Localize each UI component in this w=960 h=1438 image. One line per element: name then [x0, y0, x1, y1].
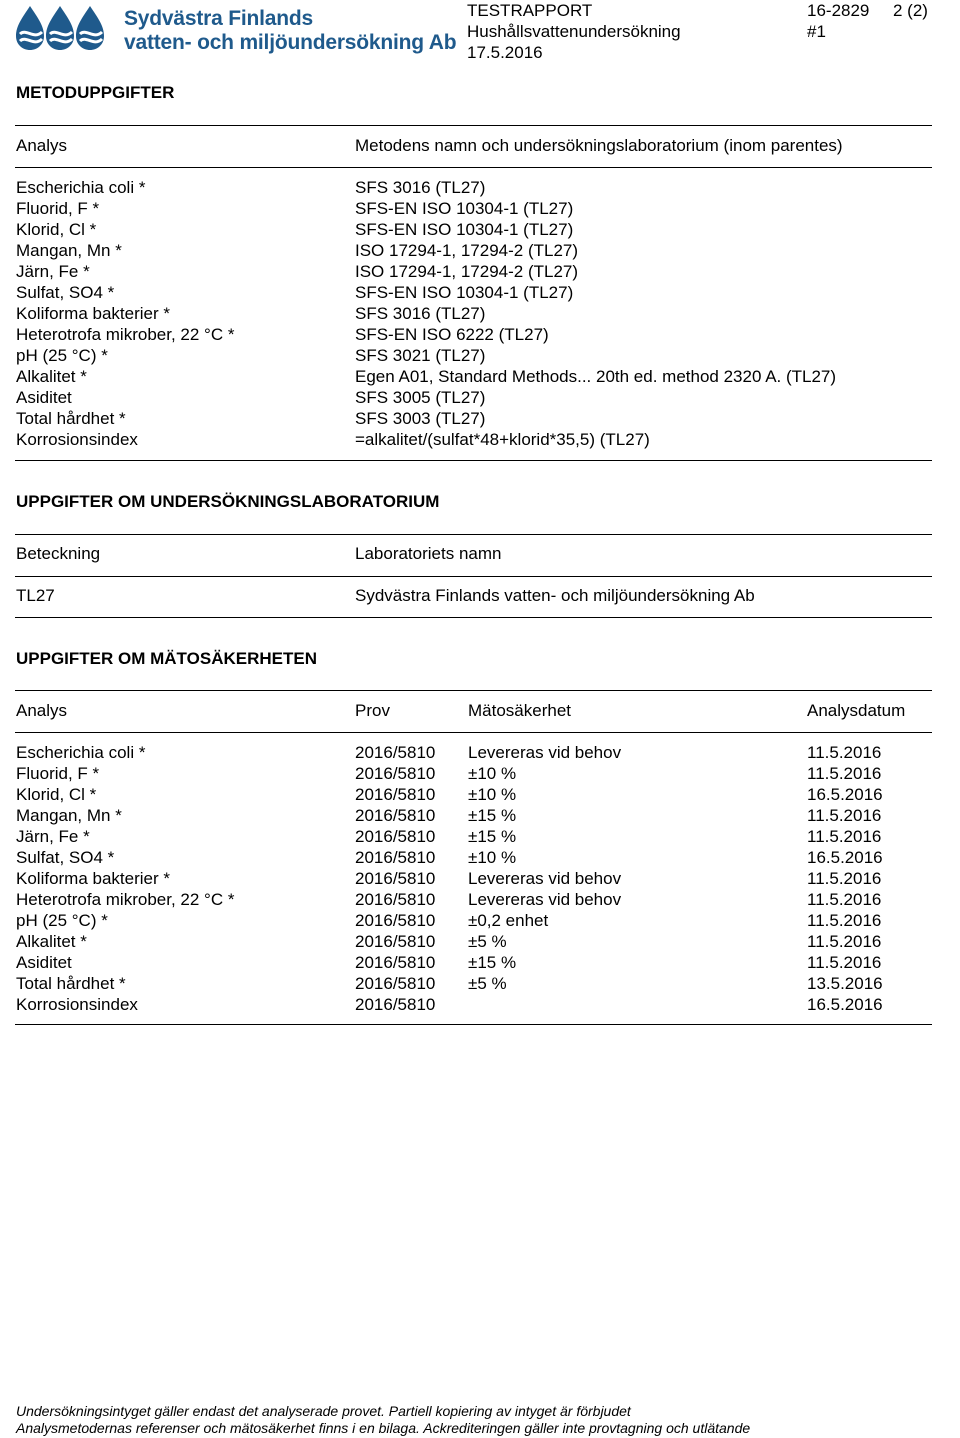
table-row	[16, 931, 933, 952]
sample-cell: 2016/5810	[355, 848, 436, 867]
table-row	[16, 387, 933, 408]
analysis-cell: Korrosionsindex	[16, 995, 138, 1014]
logo-wordmark	[124, 7, 456, 55]
sample-cell: 2016/5810	[355, 974, 436, 993]
analysis-cell: pH (25 °C) *	[16, 911, 108, 930]
report-sample-number: #1	[807, 22, 826, 41]
analysis-cell: Klorid, Cl *	[16, 220, 97, 239]
date-cell: 11.5.2016	[807, 932, 882, 951]
date-cell: 16.5.2016	[807, 785, 883, 804]
sample-cell: 2016/5810	[355, 785, 436, 804]
methods-col-analysis: Analys	[16, 136, 68, 155]
uncertainty-cell: ±5 %	[468, 974, 507, 993]
uncertainty-cell: ±0,2 enhet	[468, 911, 549, 930]
sample-cell: 2016/5810	[355, 932, 436, 951]
table-row	[16, 868, 933, 889]
analysis-cell: Alkalitet *	[16, 367, 87, 386]
analysis-cell: Alkalitet *	[16, 932, 87, 951]
analysis-cell: Asiditet	[16, 388, 72, 407]
table-row	[16, 805, 933, 826]
method-cell: SFS-EN ISO 10304-1 (TL27)	[355, 283, 574, 302]
laboratory-code: TL27	[16, 586, 55, 605]
page-indicator: 2 (2)	[893, 1, 928, 20]
uncertainty-cell: Levereras vid behov	[468, 890, 622, 909]
method-cell: =alkalitet/(sulfat*48+klorid*35,5) (TL27)	[355, 430, 650, 449]
date-cell: 16.5.2016	[807, 995, 883, 1014]
analysis-cell: Heterotrofa mikrober, 22 °C *	[16, 325, 235, 344]
methods-col-method: Metodens namn och undersökningslaboratorium (inom parentes)	[355, 136, 843, 155]
analysis-cell: Fluorid, F *	[16, 199, 100, 218]
divider	[15, 690, 932, 691]
table-row	[16, 408, 933, 429]
analysis-cell: Mangan, Mn *	[16, 241, 122, 260]
sample-cell: 2016/5810	[355, 869, 436, 888]
uncertainty-cell: ±10 %	[468, 785, 517, 804]
laboratory-name: Sydvästra Finlands vatten- och miljöundersökning Ab	[355, 586, 755, 605]
table-row	[16, 324, 933, 345]
method-cell: SFS-EN ISO 6222 (TL27)	[355, 325, 549, 344]
table-row	[16, 889, 933, 910]
date-cell: 11.5.2016	[807, 953, 882, 972]
laboratory-col-code: Beteckning	[16, 544, 101, 563]
uncertainty-cell: ±5 %	[468, 932, 507, 951]
sample-cell: 2016/5810	[355, 806, 436, 825]
date-cell: 11.5.2016	[807, 806, 882, 825]
uncertainty-col-uncertainty: Mätosäkerhet	[468, 701, 571, 720]
table-row	[16, 198, 933, 219]
table-row	[16, 742, 933, 763]
uncertainty-col-sample: Prov	[355, 701, 390, 720]
method-cell: ISO 17294-1, 17294-2 (TL27)	[355, 241, 579, 260]
analysis-cell: pH (25 °C) *	[16, 346, 108, 365]
date-cell: 11.5.2016	[807, 764, 882, 783]
analysis-cell: Korrosionsindex	[16, 430, 138, 449]
divider	[15, 125, 932, 126]
method-cell: ISO 17294-1, 17294-2 (TL27)	[355, 262, 579, 281]
water-drops-logo-icon	[16, 4, 116, 52]
date-cell: 11.5.2016	[807, 869, 882, 888]
sample-cell: 2016/5810	[355, 827, 436, 846]
analysis-cell: Total hårdhet *	[16, 974, 126, 993]
analysis-cell: Koliforma bakterier *	[16, 869, 171, 888]
sample-cell: 2016/5810	[355, 743, 436, 762]
sample-cell: 2016/5810	[355, 953, 436, 972]
uncertainty-col-date: Analysdatum	[807, 701, 906, 720]
divider	[15, 534, 932, 535]
date-cell: 11.5.2016	[807, 743, 882, 762]
table-row	[16, 345, 933, 366]
analysis-cell: Escherichia coli *	[16, 178, 146, 197]
analysis-cell: Koliforma bakterier *	[16, 304, 171, 323]
uncertainty-col-analysis: Analys	[16, 701, 68, 720]
table-row	[16, 847, 933, 868]
divider	[15, 167, 932, 168]
analysis-cell: Järn, Fe *	[16, 262, 90, 281]
table-row	[16, 240, 933, 261]
footer-note-1: Undersökningsintyget gäller endast det analyserade provet. Partiell kopiering av intyget är förbjudet	[16, 1403, 631, 1419]
analysis-cell: Heterotrofa mikrober, 22 °C *	[16, 890, 235, 909]
company-logo	[16, 4, 457, 56]
table-row	[16, 366, 933, 387]
methods-section-title: METODUPPGIFTER	[16, 83, 175, 102]
table-row	[16, 952, 933, 973]
analysis-cell: Asiditet	[16, 953, 72, 972]
report-subtitle: Hushållsvattenundersökning	[467, 22, 681, 41]
uncertainty-cell: Levereras vid behov	[468, 743, 622, 762]
uncertainty-section-title: UPPGIFTER OM MÄTOSÄKERHETEN	[16, 649, 317, 668]
table-row	[16, 973, 933, 994]
divider	[15, 732, 932, 733]
logo-line-2: vatten- och miljöundersökning Ab	[124, 31, 457, 54]
table-row	[16, 429, 933, 450]
divider	[15, 1024, 932, 1025]
method-cell: SFS 3005 (TL27)	[355, 388, 486, 407]
method-cell: SFS 3021 (TL27)	[355, 346, 486, 365]
table-row	[16, 910, 933, 931]
laboratory-col-name: Laboratoriets namn	[355, 544, 502, 563]
uncertainty-cell: Levereras vid behov	[468, 869, 622, 888]
method-cell: SFS-EN ISO 10304-1 (TL27)	[355, 199, 574, 218]
analysis-cell: Sulfat, SO4 *	[16, 848, 115, 867]
logo-line-1: Sydvästra Finlands	[124, 7, 313, 30]
table-row	[16, 784, 933, 805]
method-cell: SFS 3016 (TL27)	[355, 178, 486, 197]
table-row	[16, 177, 933, 198]
method-cell: Egen A01, Standard Methods... 20th ed. method 2320 A. (TL27)	[355, 367, 837, 386]
analysis-cell: Järn, Fe *	[16, 827, 90, 846]
table-row	[16, 219, 933, 240]
date-cell: 13.5.2016	[807, 974, 883, 993]
sample-cell: 2016/5810	[355, 995, 436, 1014]
date-cell: 11.5.2016	[807, 890, 882, 909]
uncertainty-cell: ±15 %	[468, 953, 517, 972]
method-cell: SFS 3016 (TL27)	[355, 304, 486, 323]
uncertainty-cell: ±15 %	[468, 827, 517, 846]
analysis-cell: Sulfat, SO4 *	[16, 283, 115, 302]
date-cell: 11.5.2016	[807, 911, 882, 930]
sample-cell: 2016/5810	[355, 911, 436, 930]
table-row	[16, 994, 933, 1015]
analysis-cell: Fluorid, F *	[16, 764, 100, 783]
report-date: 17.5.2016	[467, 43, 543, 62]
table-row	[16, 282, 933, 303]
table-row	[16, 763, 933, 784]
report-header	[0, 0, 960, 70]
footer-note-2: Analysmetodernas referenser och mätosäkerhet finns i en bilaga. Ackrediteringen gäller inte provtagning och utlätande	[16, 1420, 751, 1436]
analysis-cell: Total hårdhet *	[16, 409, 126, 428]
report-number: 16-2829	[807, 1, 870, 20]
analysis-cell: Klorid, Cl *	[16, 785, 97, 804]
date-cell: 16.5.2016	[807, 848, 883, 867]
report-title: TESTRAPPORT	[467, 1, 593, 20]
uncertainty-cell: ±15 %	[468, 806, 517, 825]
sample-cell: 2016/5810	[355, 764, 436, 783]
date-cell: 11.5.2016	[807, 827, 882, 846]
laboratory-section-title: UPPGIFTER OM UNDERSÖKNINGSLABORATORIUM	[16, 492, 440, 511]
table-row	[16, 303, 933, 324]
uncertainty-cell: ±10 %	[468, 848, 517, 867]
divider	[15, 576, 932, 577]
method-cell: SFS-EN ISO 10304-1 (TL27)	[355, 220, 574, 239]
analysis-cell: Mangan, Mn *	[16, 806, 122, 825]
sample-cell: 2016/5810	[355, 890, 436, 909]
uncertainty-cell: ±10 %	[468, 764, 517, 783]
divider	[15, 460, 932, 461]
analysis-cell: Escherichia coli *	[16, 743, 146, 762]
method-cell: SFS 3003 (TL27)	[355, 409, 486, 428]
table-row	[16, 826, 933, 847]
table-row	[16, 261, 933, 282]
divider	[15, 617, 932, 618]
